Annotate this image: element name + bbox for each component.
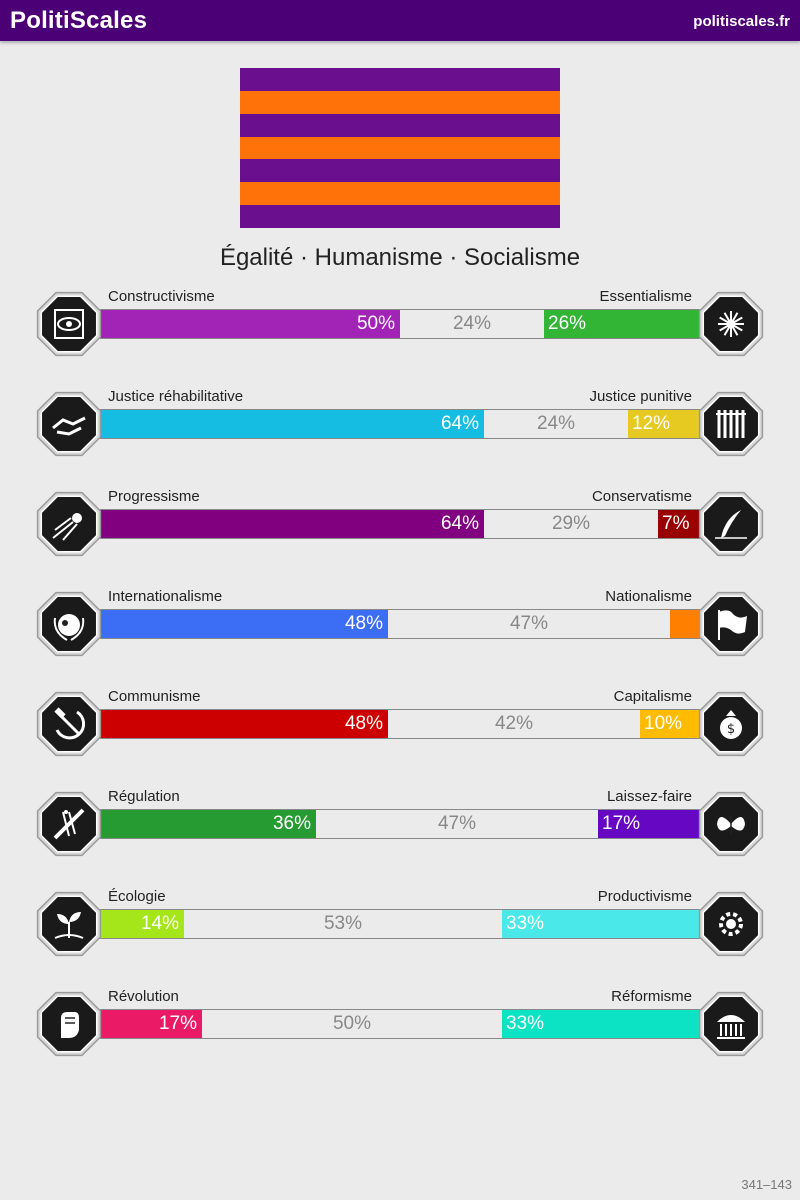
axis-neutral-segment: 42%	[494, 713, 534, 734]
axis-neutral-segment: 50%	[332, 1013, 372, 1034]
axis-row	[0, 688, 800, 768]
axis-right-segment: 12%	[628, 410, 700, 438]
axis-right-segment: 17%	[598, 810, 700, 838]
site-link[interactable]: politiscales.fr	[693, 13, 790, 30]
raised-fist-icon	[33, 988, 105, 1060]
axis-neutral-segment: 53%	[323, 913, 363, 934]
axis-left-segment: 48%	[100, 710, 388, 738]
axis-left-label: Révolution	[108, 988, 179, 1005]
ruler-compass-icon	[33, 788, 105, 860]
axis-row	[0, 588, 800, 668]
axis-left-segment: 64%	[100, 410, 484, 438]
flag-stripe	[240, 182, 560, 205]
axis-right-segment: 10%	[640, 710, 700, 738]
axis-bar	[100, 509, 700, 539]
axis-row	[0, 988, 800, 1068]
butterflies-icon	[695, 788, 767, 860]
result-motto: Égalité · Humanisme · Socialisme	[219, 244, 581, 271]
axis-left-segment: 36%	[100, 810, 316, 838]
axis-right-segment: 33%	[502, 910, 700, 938]
axis-left-label: Communisme	[108, 688, 201, 705]
axis-right-label: Laissez-faire	[606, 788, 692, 805]
prison-bars-icon	[695, 388, 767, 460]
flower-icon	[695, 288, 767, 360]
factory-gear-icon	[695, 888, 767, 960]
axis-left-segment: 14%	[100, 910, 184, 938]
axis-row	[0, 388, 800, 468]
money-bag-icon	[695, 688, 767, 760]
app-header	[0, 0, 800, 41]
axis-bar	[100, 609, 700, 639]
axis-right-label: Conservatisme	[591, 488, 692, 505]
flag-stripe	[240, 68, 560, 91]
quill-pen-icon	[695, 488, 767, 560]
hammer-sickle-icon	[33, 688, 105, 760]
eye-in-frame-icon	[33, 288, 105, 360]
axis-row	[0, 488, 800, 568]
axis-left-segment: 50%	[100, 310, 400, 338]
svg-text:$: $	[726, 722, 736, 737]
axis-neutral-segment: 47%	[437, 813, 477, 834]
axis-row	[0, 788, 800, 868]
axis-left-label: Régulation	[108, 788, 180, 805]
axis-bar	[100, 809, 700, 839]
axis-left-label: Progressisme	[108, 488, 200, 505]
axis-right-label: Productivisme	[597, 888, 692, 905]
axis-left-label: Internationalisme	[108, 588, 223, 605]
axis-row	[0, 888, 800, 968]
axis-right-segment: 33%	[502, 1010, 700, 1038]
brand-title[interactable]: PolitiScales	[10, 7, 148, 34]
axis-left-label: Constructivisme	[108, 288, 215, 305]
axis-right-label: Nationalisme	[605, 588, 692, 605]
axis-neutral-segment: 29%	[551, 513, 591, 534]
axis-left-segment: 48%	[100, 610, 388, 638]
axis-right-label: Essentialisme	[599, 288, 692, 305]
waving-flag-icon	[695, 588, 767, 660]
axis-bar	[100, 1009, 700, 1039]
axis-neutral-segment: 24%	[536, 413, 576, 434]
axis-left-segment: 64%	[100, 510, 484, 538]
axis-bar	[100, 309, 700, 339]
axis-left-segment: 17%	[100, 1010, 202, 1038]
globe-laurel-icon	[33, 588, 105, 660]
axis-left-label: Écologie	[108, 888, 166, 905]
parliament-icon	[695, 988, 767, 1060]
axis-neutral-segment: 24%	[452, 313, 492, 334]
axis-row	[0, 288, 800, 368]
axis-right-label: Réformisme	[611, 988, 692, 1005]
flag-stripe	[240, 205, 560, 228]
axis-left-label: Justice réhabilitative	[108, 388, 244, 405]
flag-stripe	[240, 159, 560, 182]
axis-right-label: Justice punitive	[589, 388, 692, 405]
axis-right-segment: 7%	[658, 510, 700, 538]
seedling-icon	[33, 888, 105, 960]
result-flag	[240, 68, 560, 228]
axis-bar	[100, 909, 700, 939]
handshake-icon	[33, 388, 105, 460]
axis-bar	[100, 409, 700, 439]
axis-right-segment: 26%	[544, 310, 700, 338]
result-code: 341–143	[741, 1177, 792, 1192]
flag-stripe	[240, 114, 560, 137]
flag-stripe	[240, 137, 560, 160]
axis-neutral-segment: 47%	[509, 613, 549, 634]
axis-bar	[100, 709, 700, 739]
comet-icon	[33, 488, 105, 560]
axis-right-label: Capitalisme	[613, 688, 692, 705]
flag-stripe	[240, 91, 560, 114]
